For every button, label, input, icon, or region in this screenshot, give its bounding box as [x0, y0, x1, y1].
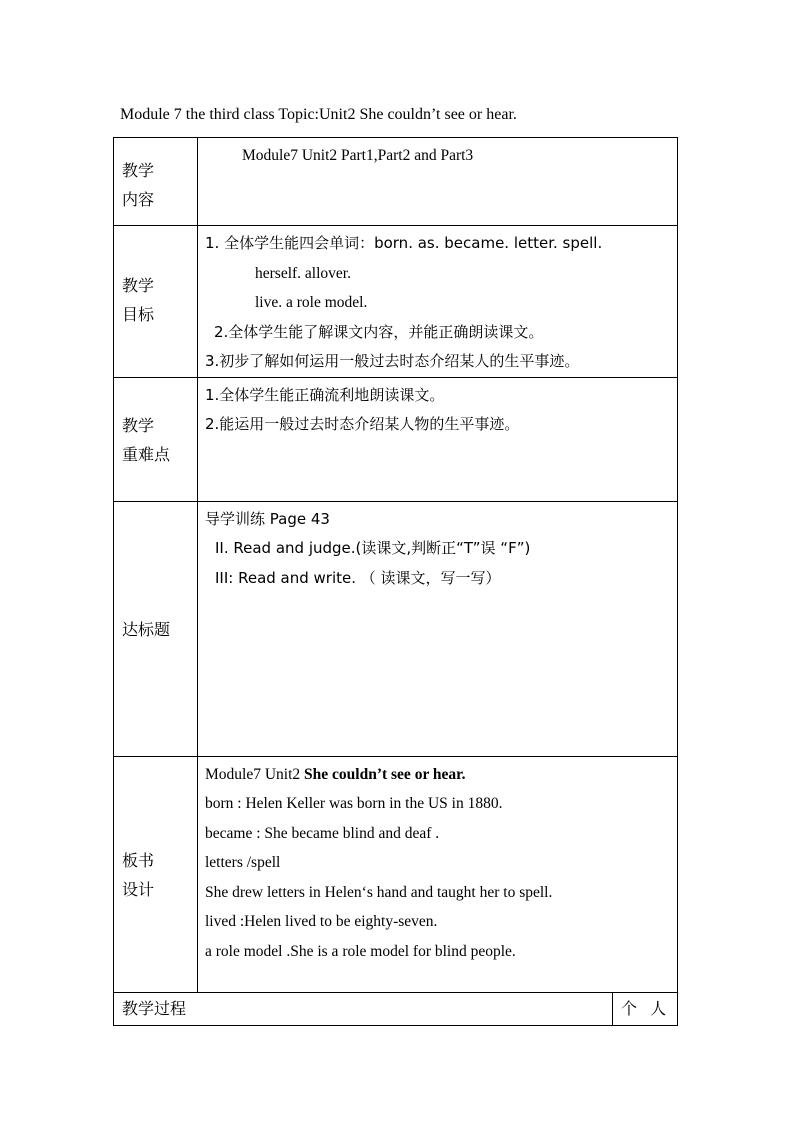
label-cell-board-design: [114, 756, 198, 992]
board-line-prefix: Module7 Unit2: [205, 765, 305, 783]
exercise-line: II. Read and judge.(读课文,判断正“T”误 “F”): [215, 539, 531, 557]
row-exercises: [114, 501, 678, 756]
row-teaching-process: [114, 992, 678, 1025]
content-cell-exercises: [198, 501, 678, 756]
content-cell-key-points: [198, 377, 678, 501]
row-label-line: 内容: [122, 190, 155, 209]
lesson-plan-table: [113, 137, 678, 1026]
objective-line: 3.初步了解如何运用一般过去时态介绍某人的生平事迹。: [205, 352, 580, 370]
row-teaching-content: [114, 138, 678, 226]
teaching-process-cell: [114, 992, 678, 1025]
objective-line: 2.全体学生能了解课文内容，并能正确朗读课文。: [214, 322, 544, 341]
exercise-line: III: Read and write. （ 读课文，写一写）: [215, 568, 501, 587]
page-title: Module 7 the third class Topic:Unit2 She couldn’t see or hear.: [120, 106, 517, 123]
content-line: Module7 Unit2 Part1,Part2 and Part3: [242, 147, 474, 164]
label-cell-teaching-objectives: [114, 226, 198, 378]
label-cell-exercises: [114, 501, 198, 756]
board-line: became : She became blind and deaf .: [205, 824, 440, 842]
key-point-line: 2.能运用一般过去时态介绍某人物的生平事迹。: [205, 415, 520, 433]
key-point-line: 1.全体学生能正确流利地朗读课文。: [205, 385, 445, 404]
board-line: [205, 760, 677, 790]
row-label-line: 教学: [122, 161, 155, 180]
objective-line: herself. allover.: [255, 264, 351, 282]
row-key-points: [114, 377, 678, 501]
row-board-design: [114, 756, 678, 992]
board-line: a role model .She is a role model for blind people.: [205, 942, 516, 960]
board-line: She drew letters in Helen‘s hand and taught her to spell.: [205, 883, 553, 901]
label-cell-key-points: [114, 377, 198, 501]
objective-line: 1. 全体学生能四会单词：born. as. became. letter. spell.: [205, 234, 603, 252]
row-label-line: 重难点: [122, 444, 171, 464]
board-line: letters /spell: [205, 854, 281, 871]
row-label-line: 目标: [122, 305, 155, 324]
row-label-line: 设计: [122, 879, 155, 899]
row-label-line: 达标题: [122, 619, 171, 639]
row-teaching-objectives: [114, 226, 678, 378]
row-label-line: 板书: [122, 850, 155, 870]
teaching-process-label: 教学过程: [114, 993, 613, 1025]
exercise-line: 导学训练 Page 43: [205, 509, 330, 528]
objective-line: live. a role model.: [255, 294, 368, 311]
label-cell-teaching-content: [114, 138, 198, 226]
personal-label: 个 人: [621, 998, 671, 1018]
board-line: lived :Helen lived to be eighty-seven.: [205, 913, 438, 930]
board-line-bold-title: She couldn’t see or hear.: [304, 765, 466, 783]
row-label-line: 教学: [122, 276, 155, 295]
board-line: born : Helen Keller was born in the US in 1880.: [205, 795, 503, 812]
content-cell-teaching-objectives: [198, 226, 678, 378]
content-cell-board-design: [198, 756, 678, 992]
row-label-line: 教学: [122, 415, 155, 435]
content-cell-teaching-content: [198, 138, 678, 226]
